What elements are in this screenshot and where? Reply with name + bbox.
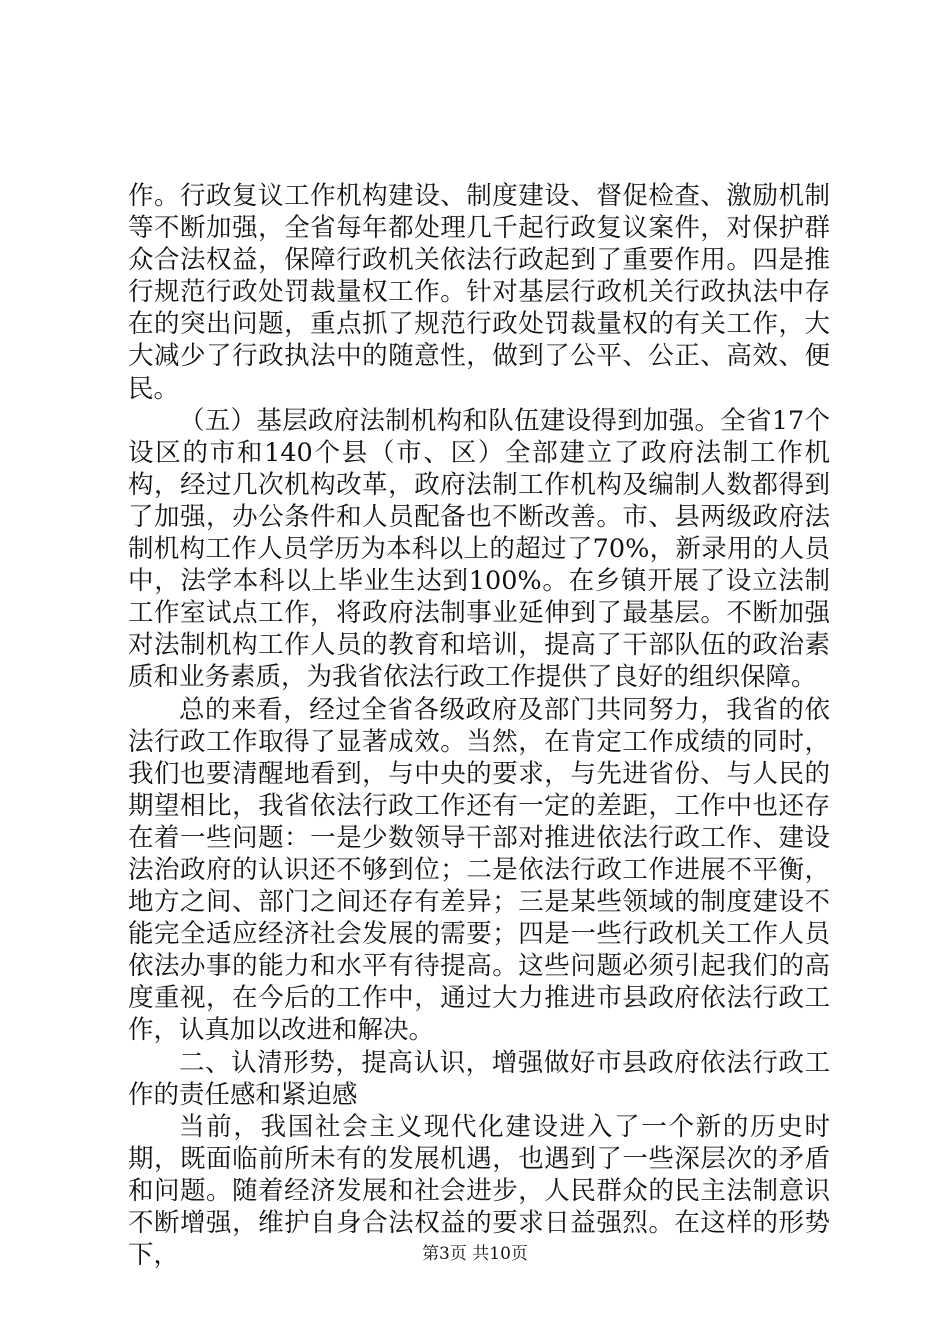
section-heading: 二、认清形势，提高认识，增强做好市县政府依法行政工作的责任感和紧迫感: [128, 1047, 830, 1110]
paragraph-4: 当前，我国社会主义现代化建设进入了一个新的历史时期，既面临前所未有的发展机遇，也遇到了一些深层次的矛盾和问题。随着经济发展和社会进步，人民群众的民主法制意识不断增强，维护自身合法权益的要求日益强烈。在这样的形势下，: [128, 1111, 830, 1271]
paragraph-1: 作。行政复议工作机构建设、制度建设、督促检查、激励机制等不断加强，全省每年都处理几千起行政复议案件，对保护群众合法权益，保障行政机关依法行政起到了重要作用。四是推行规范行政处罚裁量权工作。针对基层行政机关行政执法中存在的突出问题，重点抓了规范行政处罚裁量权的有关工作，大大减少了行政执法中的随意性，做到了公平、公正、高效、便民。: [128, 181, 830, 404]
paragraph-3: 总的来看，经过全省各级政府及部门共同努力，我省的依法行政工作取得了显著成效。当然，在肯定工作成绩的同时，我们也要清醒地看到，与中央的要求，与先进省份、与人民的期望相比，我省依法行政工作还有一定的差距，工作中也还存在着一些问题：一是少数领导干部对推进依法行政工作、建设法治政府的认识还不够到位；二是依法行政工作进展不平衡，地方之间、部门之间还存有差异；三是某些领域的制度建设不能完全适应经济社会发展的需要；四是一些行政机关工作人员依法办事的能力和水平有待提高。这些问题必须引起我们的高度重视，在今后的工作中，通过大力推进市县政府依法行政工作，认真加以改进和解决。: [128, 694, 830, 1046]
document-body: [128, 180, 830, 1271]
page-number-footer: 第3页 共10页: [422, 1244, 528, 1264]
paragraph-2: （五）基层政府法制机构和队伍建设得到加强。全省17个设区的市和140个县（市、区）全部建立了政府法制工作机构，经过几次机构改革，政府法制工作机构及编制人数都得到了加强，办公条件和人员配备也不断改善。市、县两级政府法制机构工作人员学历为本科以上的超过了70%，新录用的人员中，法学本科以上毕业生达到100%。在乡镇开展了设立法制工作室试点工作，将政府法制事业延伸到了最基层。不断加强对法制机构工作人员的教育和培训，提高了干部队伍的政治素质和业务素质，为我省依法行政工作提供了良好的组织保障。: [128, 405, 830, 693]
